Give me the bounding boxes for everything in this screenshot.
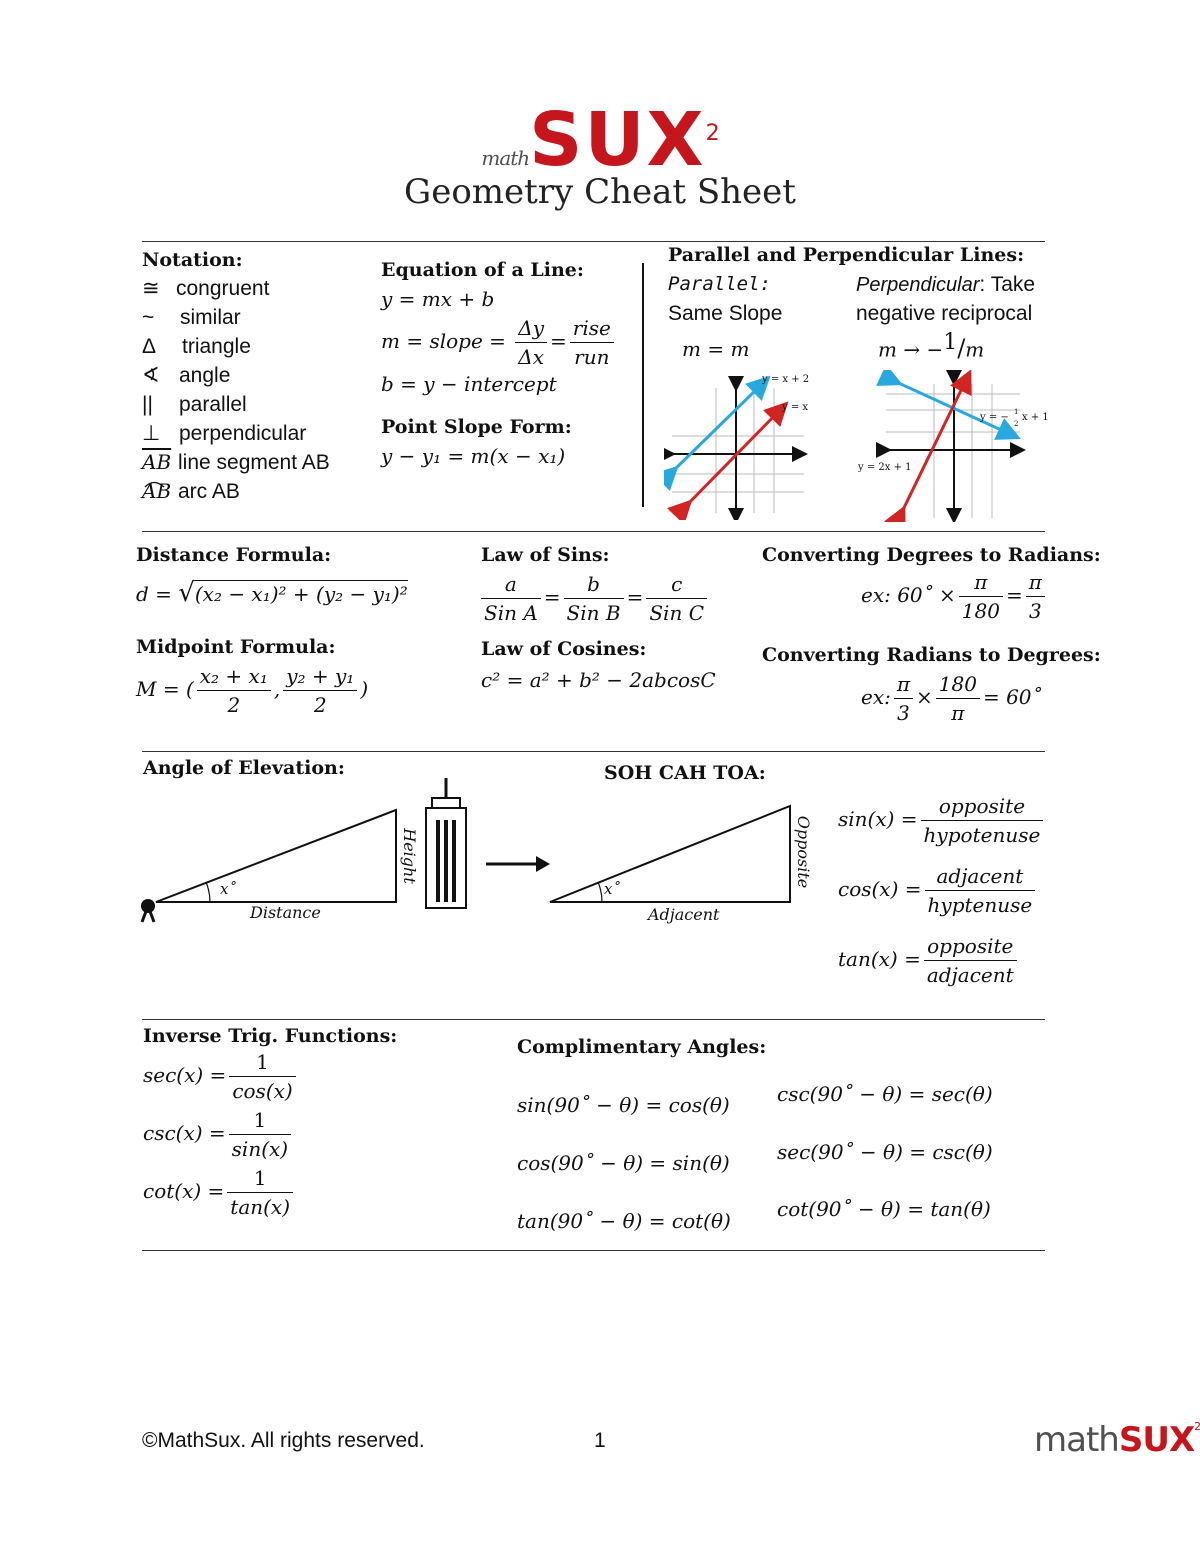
point-slope-heading: Point Slope Form:	[381, 416, 572, 438]
sohcahtoa-heading: SOH CAH TOA:	[604, 762, 766, 784]
perpendicular-equation: m → −$^1$/m	[878, 330, 985, 363]
parallel-label: Parallel:	[668, 273, 771, 295]
distance-heading: Distance Formula:	[136, 544, 332, 566]
copyright: ©MathSux. All rights reserved.	[142, 1429, 425, 1452]
notation-item: ~ similar	[142, 306, 241, 329]
graph-label: y = x	[782, 402, 809, 413]
law-of-sines-heading: Law of Sins:	[481, 544, 610, 566]
midpoint-heading: Midpoint Formula:	[136, 636, 336, 658]
deg-to-rad-heading: Converting Degrees to Radians:	[762, 544, 1101, 566]
page-title: Geometry Cheat Sheet	[404, 172, 796, 212]
midpoint-formula: M = ( $\frac{\text{x₂ + x₁}}{2}$ , $\frac{\text{y₂ + y₁}}{2}$ )	[136, 664, 369, 717]
cotangent-formula: cot(x) = $\frac{1}{\tan(x)}$	[143, 1166, 296, 1219]
svg-text:2: 2	[1014, 420, 1019, 428]
tangent-formula: tan(x) = $\frac{\text{opposite}}{\text{adjacent}}$	[838, 934, 1020, 987]
notation-heading: Notation:	[142, 249, 243, 271]
law-of-cosines-formula: c² = a² + b² − 2abcosC	[481, 668, 716, 692]
slope-intercept-equation: y = mx + b	[381, 287, 495, 311]
perpendicular-label: Perpendicular: Take	[856, 273, 1036, 296]
notation-item: || parallel	[142, 393, 247, 416]
parallel-perpendicular-heading: Parallel and Perpendicular Lines:	[668, 244, 1025, 266]
perpendicular-description: negative reciprocal	[856, 302, 1033, 325]
notation-item: ∢ angle	[142, 364, 231, 387]
rad-to-deg-example: ex: $\frac{\pi}{3}$ × $\frac{180}{\pi}$ = 60˚	[861, 672, 1042, 725]
svg-text:x + 1: x + 1	[1022, 412, 1049, 423]
page-number: 1	[594, 1429, 606, 1452]
divider	[142, 1250, 1045, 1251]
height-label: Height	[400, 828, 419, 884]
arc-symbol-icon	[142, 478, 172, 488]
parallel-lines-graph	[664, 368, 824, 520]
point-slope-equation: y − y₁ = m(x − x₁)	[381, 444, 566, 468]
line-equation-section	[381, 256, 617, 471]
vertical-divider	[642, 263, 644, 507]
cosecant-formula: csc(x) = $\frac{1}{\sin(x)}$	[143, 1108, 294, 1161]
notation-section	[142, 246, 330, 506]
inverse-trig-heading: Inverse Trig. Functions:	[143, 1025, 398, 1047]
cosine-formula: cos(x) = $\frac{\text{adjacent}}{\text{hyptenuse}}$	[838, 864, 1038, 917]
notation-item: $\overline{AB}$ line segment AB	[142, 450, 330, 474]
person-icon	[141, 899, 155, 922]
notation-item: ≅ congruent	[142, 277, 270, 300]
graph-label: y = x + 2	[762, 374, 810, 385]
angle-of-elevation-diagram	[136, 776, 576, 928]
building-icon	[426, 778, 466, 908]
sohcahtoa-diagram	[540, 796, 820, 928]
angle-label: x˚	[220, 880, 236, 898]
complementary-identity: tan(90˚ − θ) = cot(θ)	[517, 1209, 731, 1233]
deg-to-rad-example: ex: 60˚ × $\frac{\pi}{180}$ = $\frac{\pi}{3}$	[861, 570, 1048, 623]
graph-label: y = −	[980, 412, 1009, 423]
complementary-identity: cos(90˚ − θ) = sin(θ)	[517, 1151, 730, 1175]
mathsux-logo: mathSUX$^2$	[481, 97, 719, 183]
triangle	[550, 806, 790, 902]
complementary-heading: Complimentary Angles:	[517, 1036, 767, 1058]
notation-item: AB arc AB	[142, 479, 240, 503]
line-red	[684, 410, 780, 508]
divider	[142, 1019, 1045, 1020]
parallel-equation: m = m	[682, 337, 750, 361]
complementary-identity: sin(90˚ − θ) = cos(θ)	[517, 1093, 730, 1117]
footer-logo: mathSUX$^2$	[1034, 1420, 1200, 1460]
law-of-cosines-heading: Law of Cosines:	[481, 638, 647, 660]
notation-item: ⊥ perpendicular	[142, 422, 307, 445]
complementary-identity: sec(90˚ − θ) = csc(θ)	[777, 1140, 993, 1164]
slope-equation: m = slope = $\frac{\Delta y}{\Delta x}$ = $\frac{\text{rise}}{\text{run}}$	[381, 316, 617, 369]
line-equation-heading: Equation of a Line:	[381, 259, 584, 281]
complementary-identity: cot(90˚ − θ) = tan(θ)	[777, 1197, 991, 1221]
divider	[142, 531, 1045, 532]
sine-formula: sin(x) = $\frac{\text{opposite}}{\text{hypotenuse}}$	[838, 794, 1046, 847]
distance-formula: d = √(x₂ − x₁)² + (y₂ − y₁)²	[136, 578, 408, 608]
distance-label: Distance	[250, 903, 321, 922]
law-of-sines-formula: $\frac{a}{\text{Sin A}}$ = $\frac{b}{\text{Sin B}}$ = $\frac{c}{\text{Sin C}}$	[478, 572, 710, 625]
divider	[142, 751, 1045, 752]
notation-item: Δ triangle	[142, 335, 251, 358]
graph-label: y = 2x + 1	[858, 462, 912, 473]
secant-formula: sec(x) = $\frac{1}{\cos(x)}$	[143, 1050, 299, 1103]
intercept-equation: b = y − intercept	[381, 372, 557, 396]
perpendicular-lines-graph	[852, 370, 1056, 522]
angle-label: x˚	[604, 880, 620, 898]
opposite-label: Opposite	[794, 815, 813, 889]
svg-text:1: 1	[1014, 408, 1019, 416]
triangle	[156, 810, 396, 902]
complementary-identity: csc(90˚ − θ) = sec(θ)	[777, 1082, 993, 1106]
divider	[142, 241, 1045, 242]
rad-to-deg-heading: Converting Radians to Degrees:	[762, 644, 1101, 666]
angle-of-elevation-heading: Angle of Elevation:	[143, 757, 345, 779]
adjacent-label: Adjacent	[648, 905, 720, 924]
parallel-description: Same Slope	[668, 302, 783, 325]
